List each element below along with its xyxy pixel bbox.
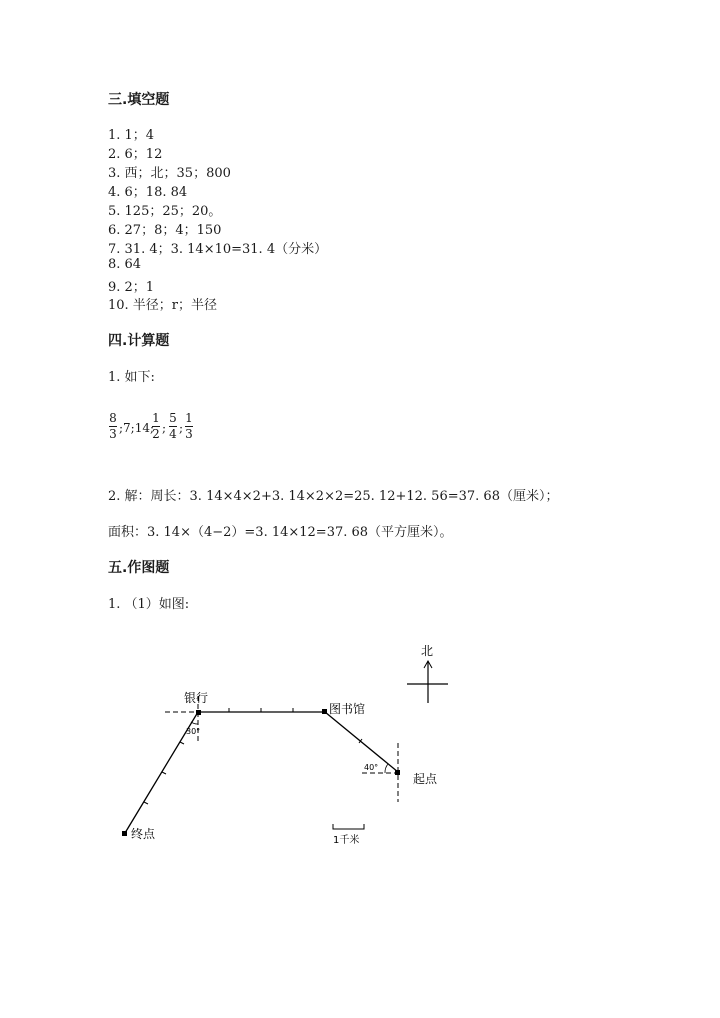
section-5-heading: 五.作图题 (108, 560, 170, 576)
answer-line: 6. 27；8；4；150 (108, 223, 222, 238)
drawing-item-1: 1. （1）如图: (108, 597, 190, 612)
library-point (322, 709, 327, 714)
calc-item-1: 1. 如下: (108, 370, 155, 385)
bank-angle-arc (191, 722, 198, 724)
route-tick (144, 802, 148, 804)
numerator: 8 (109, 411, 117, 425)
start-angle-label: 40° (364, 763, 379, 772)
section-3-heading: 三.填空题 (108, 92, 170, 108)
section-4-heading: 四.计算题 (108, 333, 170, 349)
end-label: 终点 (131, 827, 156, 841)
calc-item-2-perimeter: 2. 解：周长：3. 14×4×2+3. 14×2×2=25. 12+12. 56=37. 68（厘米）； (108, 489, 559, 504)
separator: ;7;14; (119, 421, 155, 435)
route-tick (180, 742, 184, 744)
start-angle-arc (385, 764, 388, 773)
scale-label: 1千米 (333, 835, 360, 846)
denominator: 2 (152, 427, 160, 441)
end-point (122, 831, 127, 836)
scale-bar (333, 824, 364, 846)
bank-point (196, 710, 201, 715)
answer-line: 4. 6；18. 84 (108, 185, 188, 200)
denominator: 4 (169, 427, 177, 441)
answer-line: 3. 西；北；35；800 (108, 166, 231, 181)
numerator: 5 (169, 411, 177, 425)
answer-line: 10. 半径；r；半径 (108, 298, 218, 313)
bank-angle-label: 30° (186, 727, 201, 736)
start-label: 起点 (413, 772, 438, 786)
separator: ; (162, 421, 167, 435)
numerator: 1 (185, 411, 193, 425)
answer-line: 2. 6；12 (108, 147, 163, 162)
numerator: 1 (152, 411, 160, 425)
library-label: 图书馆 (329, 702, 366, 716)
route-start-to-library (325, 712, 398, 772)
denominator: 3 (109, 427, 117, 441)
answer-line: 9. 2；1 (108, 280, 155, 295)
answer-line: 5. 125；25；20。 (108, 204, 222, 219)
denominator: 3 (185, 427, 193, 441)
north-label: 北 (421, 644, 434, 658)
answer-line: 8. 64 (108, 257, 142, 272)
route-tick (162, 772, 166, 774)
separator: ; (179, 421, 184, 435)
start-point (395, 770, 400, 775)
answer-line: 7. 31. 4；3. 14×10=31. 4（分米） (108, 242, 328, 257)
bank-label: 银行 (184, 691, 209, 705)
calc-item-2-area: 面积：3. 14×（4−2）=3. 14×12=37. 68（平方厘米）。 (108, 525, 453, 540)
scale-bar-line (333, 824, 364, 829)
answer-line: 1. 1；4 (108, 128, 155, 143)
compass (407, 644, 448, 703)
